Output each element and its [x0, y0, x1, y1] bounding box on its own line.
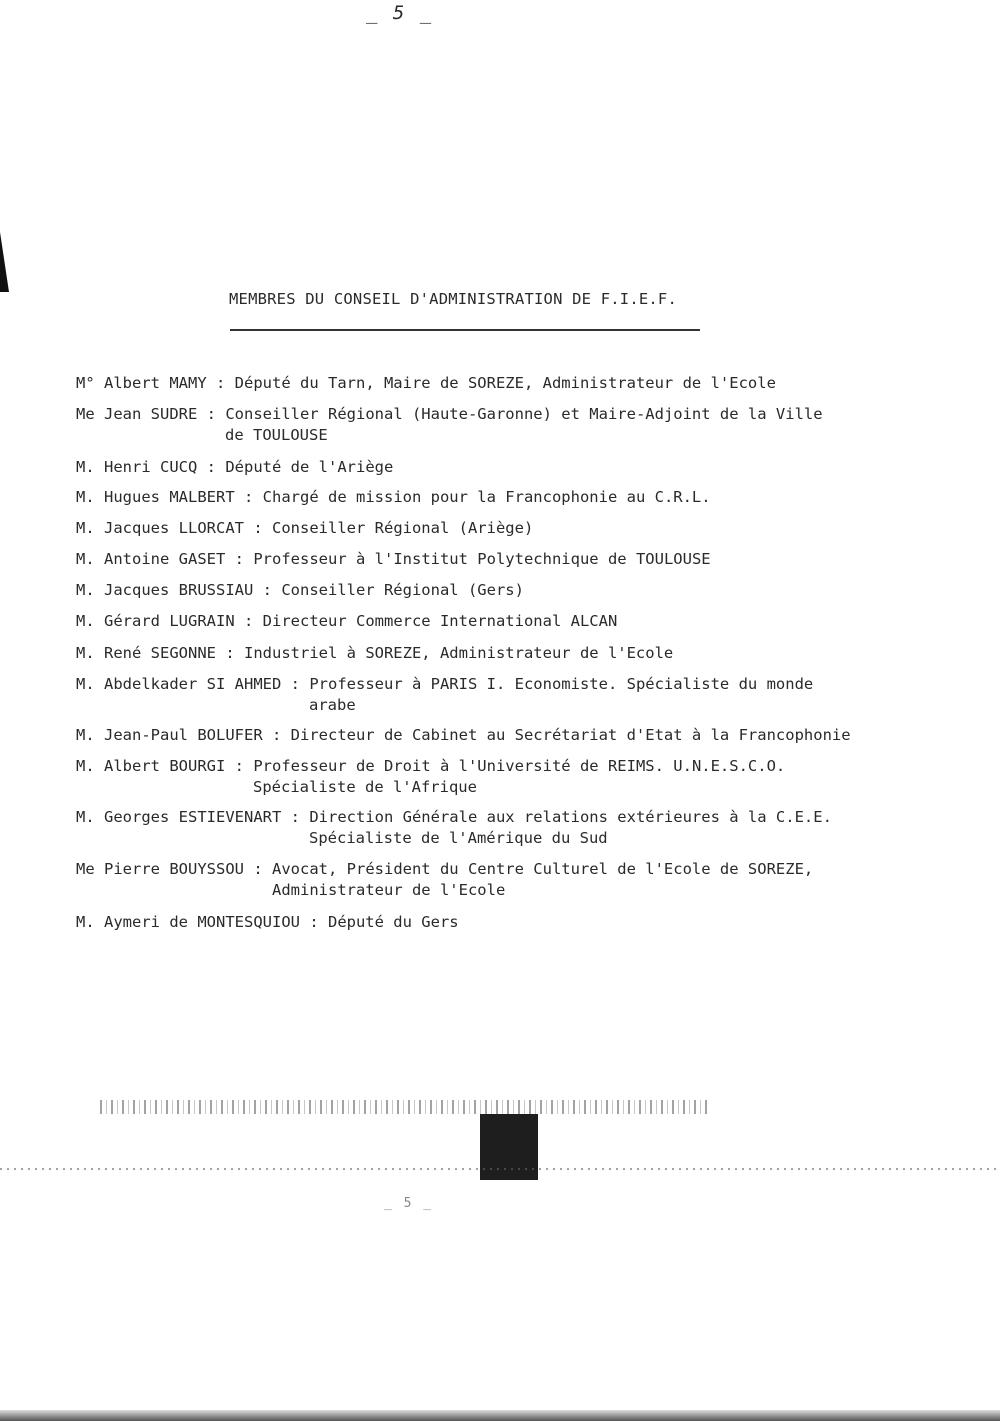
- document-title: MEMBRES DU CONSEIL D'ADMINISTRATION DE F.I.E.F.: [229, 290, 677, 308]
- member-name: Pierre BOUYSSOU: [104, 860, 244, 878]
- member-name: Abdelkader SI AHMED: [104, 675, 282, 693]
- member-role-continuation: arabe: [309, 695, 356, 714]
- member-name: Jacques BRUSSIAU: [104, 581, 254, 599]
- member-entry: [76, 912, 459, 933]
- member-line: M. René SEGONNE : Industriel à SOREZE, Administrateur de l'Ecole: [76, 644, 674, 662]
- member-name: Jacques LLORCAT: [104, 519, 244, 537]
- member-entry: [76, 487, 711, 508]
- member-prefix: M.: [76, 808, 95, 826]
- member-line: M. Aymeri de MONTESQUIOU : Député du Gers: [76, 913, 459, 931]
- member-line: M. Georges ESTIEVENART : Direction Générale aux relations extérieures à la C.E.E.: [76, 808, 832, 826]
- member-role: Professeur à PARIS I. Economiste. Spécialiste du monde: [309, 675, 814, 693]
- member-role: Député de l'Ariège: [225, 458, 394, 476]
- member-name: Albert BOURGI: [104, 757, 226, 775]
- member-role: Député du Tarn, Maire de SOREZE, Administrateur de l'Ecole: [234, 374, 776, 392]
- member-entry: [76, 643, 673, 664]
- member-role: Professeur de Droit à l'Université de REIMS. U.N.E.S.C.O.: [253, 757, 786, 775]
- member-prefix: Me: [76, 860, 95, 878]
- member-prefix: M.: [76, 726, 95, 744]
- scan-artifact-dots: [0, 1168, 1000, 1170]
- member-line: M. Jean-Paul BOLUFER : Directeur de Cabinet au Secrétariat d'Etat à la Francophonie: [76, 726, 851, 744]
- member-prefix: Me: [76, 405, 95, 423]
- member-entry: [76, 404, 823, 445]
- member-entry: [76, 756, 785, 797]
- member-role: Chargé de mission pour la Francophonie au C.R.L.: [262, 488, 711, 506]
- member-prefix: M.: [76, 458, 95, 476]
- member-entry: [76, 580, 524, 601]
- member-entry: [76, 457, 393, 478]
- member-role: Conseiller Régional (Haute-Garonne) et Maire-Adjoint de la Ville: [225, 405, 823, 423]
- member-role: Conseiller Régional (Ariège): [272, 519, 534, 537]
- member-name: Albert MAMY: [104, 374, 207, 392]
- member-prefix: M.: [76, 757, 95, 775]
- member-name: Henri CUCQ: [104, 458, 198, 476]
- member-line: M. Jacques LLORCAT : Conseiller Régional (Ariège): [76, 519, 534, 537]
- member-name: Hugues MALBERT: [104, 488, 235, 506]
- member-role-continuation: Spécialiste de l'Amérique du Sud: [309, 828, 608, 847]
- member-prefix: M.: [76, 488, 95, 506]
- member-name: Antoine GASET: [104, 550, 226, 568]
- scan-artifact-block: [480, 1114, 538, 1180]
- member-role: Direction Générale aux relations extérieures à la C.E.E.: [309, 808, 832, 826]
- member-prefix: M.: [76, 612, 95, 630]
- member-entry: [76, 518, 533, 539]
- member-entry: [76, 549, 711, 570]
- member-prefix: M.: [76, 550, 95, 568]
- member-role-continuation: Spécialiste de l'Afrique: [253, 777, 477, 796]
- page-number-bleed: _ 5 _: [384, 1196, 434, 1211]
- member-name: Gérard LUGRAIN: [104, 612, 235, 630]
- member-entry: [76, 807, 832, 848]
- member-role: Professeur à l'Institut Polytechnique de TOULOUSE: [253, 550, 711, 568]
- member-entry: [76, 611, 617, 632]
- member-line: M. Albert BOURGI : Professeur de Droit à l'Université de REIMS. U.N.E.S.C.O.: [76, 757, 786, 775]
- scan-mark: [0, 232, 9, 292]
- member-line: Me Pierre BOUYSSOU : Avocat, Président du Centre Culturel de l'Ecole de SOREZE,: [76, 860, 814, 878]
- member-name: Aymeri de MONTESQUIOU: [104, 913, 300, 931]
- member-role: Industriel à SOREZE, Administrateur de l'Ecole: [244, 644, 674, 662]
- scan-artifact-band: [100, 1100, 710, 1114]
- member-name: Georges ESTIEVENART: [104, 808, 282, 826]
- member-line: M. Abdelkader SI AHMED : Professeur à PARIS I. Economiste. Spécialiste du monde: [76, 675, 814, 693]
- member-role: Député du Gers: [327, 913, 459, 931]
- member-line: Me Jean SUDRE : Conseiller Régional (Haute-Garonne) et Maire-Adjoint de la Ville: [76, 405, 823, 423]
- member-line: M° Albert MAMY : Député du Tarn, Maire de SOREZE, Administrateur de l'Ecole: [76, 374, 776, 392]
- page-number: _ 5 _: [366, 2, 434, 24]
- member-name: Jean SUDRE: [104, 405, 198, 423]
- member-line: M. Jacques BRUSSIAU : Conseiller Régional (Gers): [76, 581, 524, 599]
- member-role: Directeur de Cabinet au Secrétariat d'Etat à la Francophonie: [290, 726, 851, 744]
- page-bottom-edge: [0, 1410, 1000, 1421]
- member-prefix: M.: [76, 913, 95, 931]
- member-line: M. Gérard LUGRAIN : Directeur Commerce International ALCAN: [76, 612, 618, 630]
- member-line: M. Henri CUCQ : Député de l'Ariège: [76, 458, 394, 476]
- member-role: Conseiller Régional (Gers): [281, 581, 524, 599]
- member-entry: [76, 373, 776, 394]
- member-prefix: M.: [76, 519, 95, 537]
- member-name: Jean-Paul BOLUFER: [104, 726, 263, 744]
- member-line: M. Hugues MALBERT : Chargé de mission pour la Francophonie au C.R.L.: [76, 488, 711, 506]
- member-role: Avocat, Président du Centre Culturel de l'Ecole de SOREZE,: [272, 860, 814, 878]
- member-role: Directeur Commerce International ALCAN: [262, 612, 618, 630]
- title-underline: [230, 329, 700, 331]
- member-entry: [76, 674, 813, 715]
- member-name: René SEGONNE: [104, 644, 216, 662]
- member-role-continuation: Administrateur de l'Ecole: [272, 880, 506, 899]
- member-prefix: M.: [76, 675, 95, 693]
- member-prefix: M.: [76, 644, 95, 662]
- member-entry: [76, 725, 851, 746]
- member-prefix: M.: [76, 581, 95, 599]
- member-role-continuation: de TOULOUSE: [225, 425, 328, 444]
- member-line: M. Antoine GASET : Professeur à l'Institut Polytechnique de TOULOUSE: [76, 550, 711, 568]
- member-entry: [76, 859, 813, 900]
- member-prefix: M°: [76, 374, 95, 392]
